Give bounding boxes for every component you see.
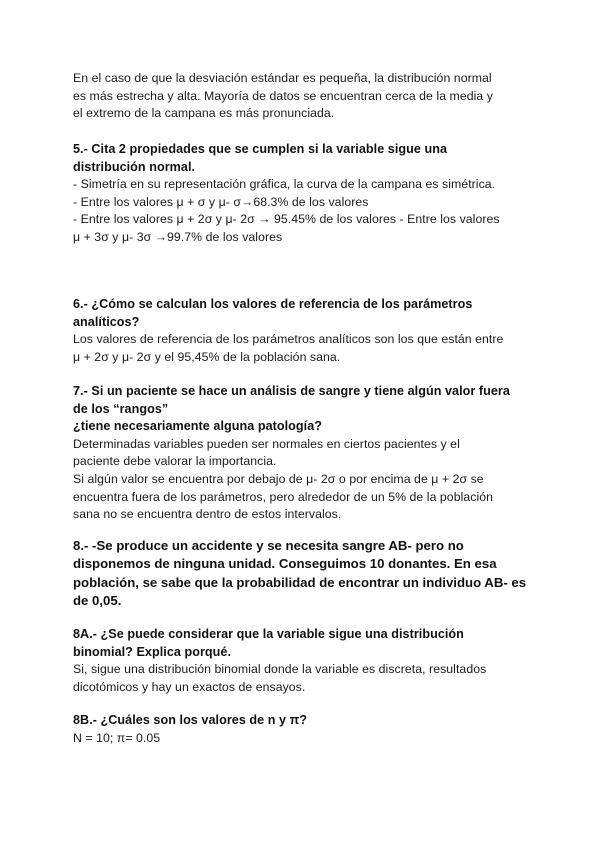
answer-line: - Entre los valores μ + σ y μ- σ→68.3% de los valores xyxy=(73,194,369,209)
answer-line: - Entre los valores μ + 2σ y μ- 2σ → 95.45% de los valores - Entre los valores xyxy=(73,212,500,227)
question-heading: de los “rangos” xyxy=(73,401,169,416)
question-heading: población, se sabe que la probabilidad de encontrar un individuo AB- es xyxy=(73,574,527,590)
answer-line: encuentra fuera de los parámetros, pero alrededor de un 5% de la población xyxy=(73,489,494,504)
question-heading: 8B.- ¿Cuáles son los valores de n y π? xyxy=(73,713,308,727)
question-7 xyxy=(73,383,543,524)
question-heading: disponemos de ninguna unidad. Conseguimos 10 donantes. En esa xyxy=(73,556,497,572)
question-heading: ¿tiene necesariamente alguna patología? xyxy=(73,419,322,434)
answer-line: sana no se encuentra dentro de estos intervalos. xyxy=(73,507,342,522)
question-8b xyxy=(73,712,543,747)
answer-line: Los valores de referencia de los parámetros analíticos son los que están entre xyxy=(73,332,504,347)
answer-line: Si algún valor se encuentra por debajo de μ- 2σ o por encima de μ + 2σ se xyxy=(73,471,484,486)
answer-line: - Simetría en su representación gráfica, la curva de la campana es simétrica. xyxy=(73,177,496,192)
question-8a xyxy=(73,626,543,696)
answer-line: Determinadas variables pueden ser normales en ciertos pacientes y el xyxy=(73,436,460,451)
intro-paragraph xyxy=(73,70,543,123)
question-heading: 8.- -Se produce un accidente y se necesita sangre AB- pero no xyxy=(73,538,464,553)
text-line: es más estrecha y alta. Mayoría de datos se encuentran cerca de la media y xyxy=(73,88,493,103)
answer-line: dicotómicos y hay un exactos de ensayos. xyxy=(73,679,306,694)
question-heading: de 0,05. xyxy=(73,593,122,609)
question-6 xyxy=(73,296,543,366)
question-8 xyxy=(73,537,543,611)
answer-line: N = 10; π= 0.05 xyxy=(73,730,161,745)
question-heading: 5.- Cita 2 propiedades que se cumplen si la variable sigue una xyxy=(73,142,448,156)
text-line: el extremo de la campana es más pronunciada. xyxy=(73,106,335,121)
question-heading: 7.- Si un paciente se hace un análisis de sangre y tiene algún valor fuera xyxy=(73,384,510,398)
question-heading: analíticos? xyxy=(73,314,140,329)
answer-line: paciente debe valorar la importancia. xyxy=(73,454,277,469)
question-heading: binomial? Explica porqué. xyxy=(73,644,231,659)
question-heading: distribución normal. xyxy=(73,159,196,174)
answer-line: Si, sigue una distribución binomial donde la variable es discreta, resultados xyxy=(73,662,487,677)
question-heading: 6.- ¿Cómo se calculan los valores de referencia de los parámetros xyxy=(73,297,473,311)
answer-line: μ + 3σ y μ- 3σ →99.7% de los valores xyxy=(73,229,283,244)
question-5 xyxy=(73,141,543,247)
question-heading: 8A.- ¿Se puede considerar que la variable sigue una distribución xyxy=(73,627,464,641)
text-line: En el caso de que la desviación estándar es pequeña, la distribución normal xyxy=(73,71,492,85)
answer-line: μ + 2σ y μ- 2σ y el 95,45% de la población sana. xyxy=(73,349,341,364)
